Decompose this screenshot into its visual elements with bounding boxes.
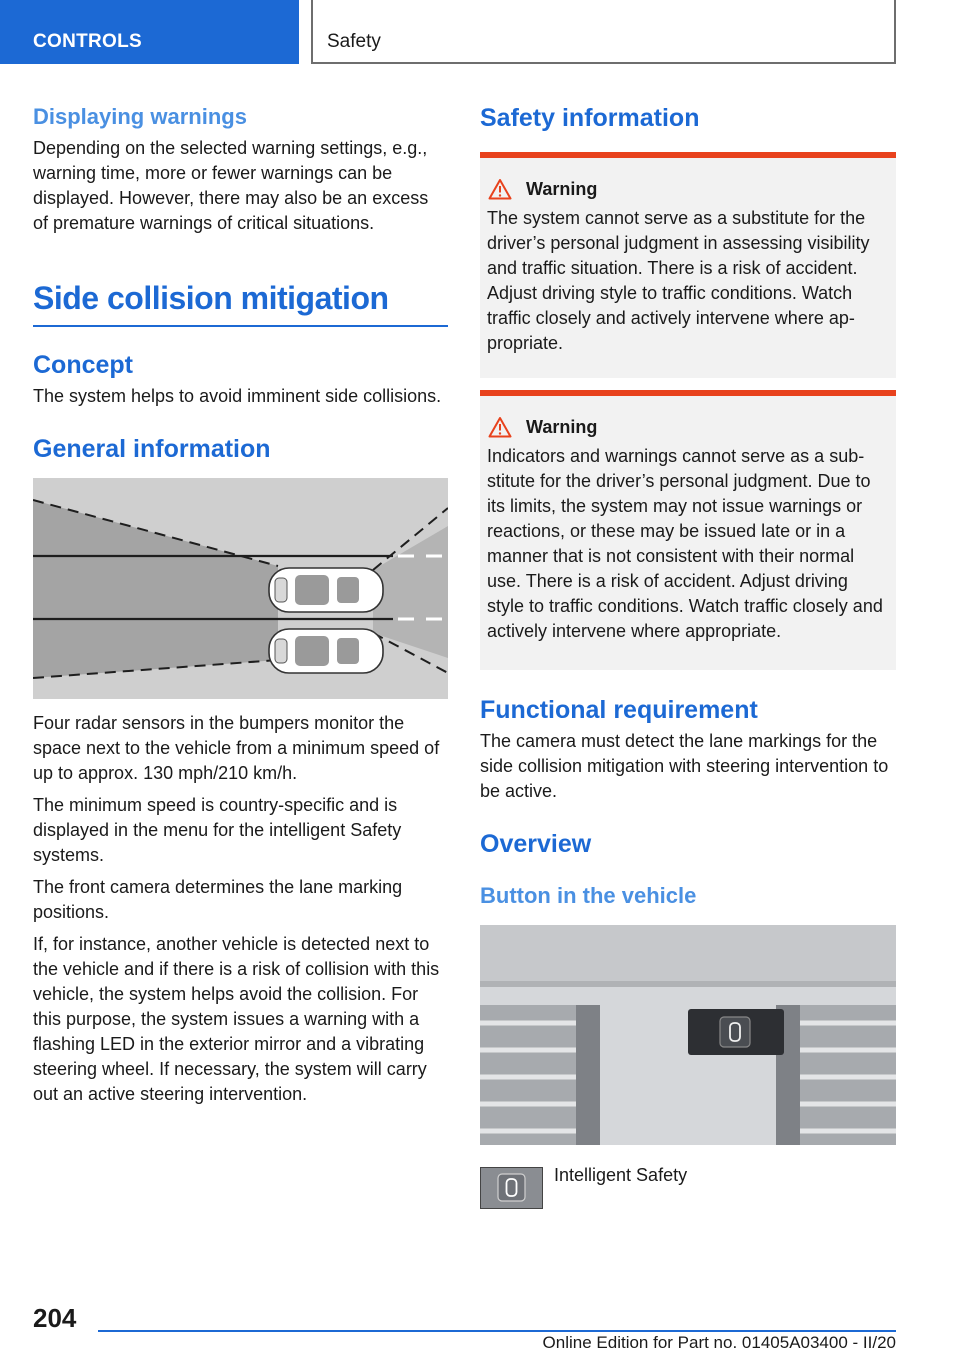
radar-diagram-figure (33, 478, 448, 699)
general-information-heading: General information (33, 435, 271, 463)
general-paragraph-1: Four radar sensors in the bumpers monitor the space next to the vehicle from a minimum speed of up to approx. 130 mph/210 km/h. (33, 713, 440, 783)
warning-triangle-icon (488, 178, 512, 200)
button-in-vehicle-heading: Button in the vehicle (480, 883, 697, 908)
edition-note: Online Edition for Part no. 01405A03400 - II/20 (542, 1333, 896, 1352)
chapter-title: Safety (327, 31, 381, 52)
footer-rule (98, 1330, 896, 1332)
overview-heading: Overview (480, 830, 592, 858)
displaying-warnings-heading: Displaying warnings (33, 104, 247, 129)
general-paragraph-4: If, for instance, another vehicle is detected next to the vehicle and if there is a risk of collision with this vehicle, the system helps avoid the collision. For this purpose, the system issues a warning with a flashing LED in the exterior mirror and a vibrating steering wheel. If necessary, the system will carry out an active steering intervention. (33, 934, 440, 1104)
concept-heading: Concept (33, 351, 133, 379)
left-column (33, 100, 448, 1107)
vehicle-button-photo (480, 925, 896, 1145)
title-rule (33, 325, 448, 327)
warning-title: Warning (526, 416, 598, 437)
concept-text: The system helps to avoid imminent side collisions. (33, 386, 442, 406)
warning-box-1 (480, 152, 896, 378)
warning-box-2 (480, 390, 896, 670)
warning-text: Indicators and warnings cannot serve as a substitute for the driver’s personal judgment. Due to its limits, the system may not issue warnings or reactions, or these may be issued late or in a manner that is not consistent with their normal use. There is a risk of accident. Adjust driving style to traffic conditions. Watch traffic closely and actively intervene where appropriate. (487, 446, 883, 641)
chapter-tab (311, 0, 896, 64)
general-paragraph-2: The minimum speed is country-specific and is displayed in the menu for the intelligent Safety systems. (33, 795, 402, 865)
dashboard-illustration (480, 925, 896, 1145)
functional-requirement-text: The camera must detect the lane markings for the side collision mitigation with steering intervention to be active. (480, 731, 889, 801)
radar-diagram-illustration (33, 478, 448, 699)
right-column (480, 100, 896, 1186)
warning-triangle-icon (488, 416, 512, 438)
warning-title: Warning (526, 178, 598, 199)
page-number: 204 (33, 1303, 77, 1333)
side-collision-title: Side collision mitigation (33, 280, 389, 316)
intelligent-safety-label: Intelligent Safety (554, 1165, 688, 1185)
warning-text: The system cannot serve as a substitute for the driver’s personal judgment in assessing visibility and traffic situation. There is a risk of accident. Adjust driving style to traffic conditions. Watch traffic closely and actively intervene where appropriate. (487, 208, 870, 353)
general-paragraph-3: The front camera determines the lane marking positions. (33, 877, 403, 922)
safety-information-heading: Safety information (480, 104, 700, 132)
intelligent-safety-button-icon (480, 1167, 543, 1209)
displaying-warnings-text: Depending on the selected warning settings, e.g., warning time, more or fewer warnings can be displayed. However, there may also be an excess of premature warnings of critical situations. (33, 138, 429, 233)
section-title: CONTROLS (33, 31, 143, 52)
functional-requirement-heading: Functional requirement (480, 696, 758, 724)
section-tab (0, 0, 299, 64)
